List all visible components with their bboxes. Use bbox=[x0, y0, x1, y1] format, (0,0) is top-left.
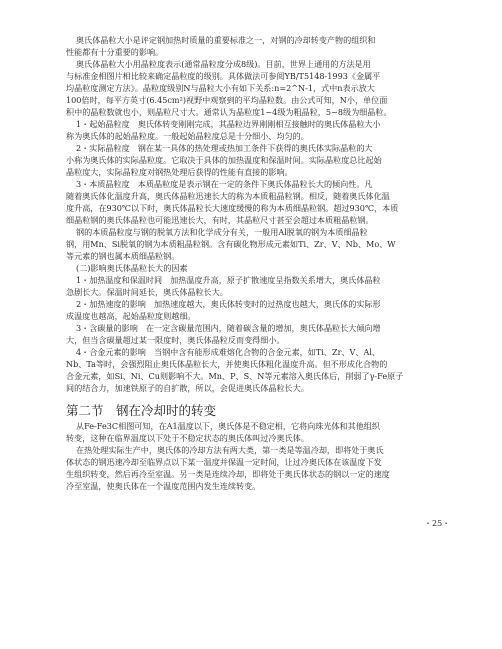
text-line: 合金元素，如Si、Ni、Cu则影响不大。Mn、P、S、N等元素溶入奥氏体后，削弱了γ-Fe原子 bbox=[66, 371, 404, 381]
text-line: 100倍时，每平方英寸(6.45cm²)视野中观察到的平均晶粒数。由公式可知，N小，单位面 bbox=[66, 95, 388, 105]
text-line: Nb、Ta等时，会强烈阻止奥氏体晶粒长大，并使奥氏体粗化温度升高。但不形成化合物的 bbox=[66, 359, 388, 369]
text-line: 转变，这种在临界温度以下处于不稳定状态的奥氏体叫过冷奥氏体。 bbox=[66, 433, 309, 443]
text-line: 2・加热速度的影响 加热速度越大，奥氏体转变时的过热度也越大，奥氏体的实际形 bbox=[76, 299, 381, 309]
text-line: 奥氏体晶粒大小是评定钢加热时质量的重要标准之一，对钢的冷却转变产物的组织和 bbox=[76, 35, 376, 45]
text-line: 晶粒度大，实际晶粒度对钢热处理后获得的性能有直接的影响。 bbox=[66, 167, 293, 177]
text-line: 生组织转变，然后再冷至室温。另一类是连续冷却，即将处于奥氏体状态的钢以一定的速度 bbox=[66, 469, 390, 479]
text-line: 称为奥氏体的起始晶粒度。一般起始晶粒度总是十分细小、均匀的。 bbox=[66, 131, 309, 141]
text-line: 细晶粒钢的奥氏体晶粒也可能迅速长大，有时，其晶粒尺寸甚至会超过本质粗晶粒钢。 bbox=[66, 215, 374, 225]
text-line: 在热处理实际生产中，奥氏体的冷却方法有两大类，第一类是等温冷却，即将处于奥氏 bbox=[76, 445, 384, 455]
text-line: 3・本质晶粒度 本质晶粒度是表示钢在一定的条件下奥氏体晶粒长大的倾向性。凡 bbox=[76, 179, 373, 189]
text-line: 钢，用Mn、Si脱氧的钢为本质粗晶粒钢。含有碳化物形成元素如Ti、Zr、V、Nb、Mo、W bbox=[66, 239, 396, 249]
text-line: 1・起始晶粒度 奥氏体转变刚刚完成，其晶粒边界刚刚相互接触时的奥氏体晶粒大小 bbox=[76, 119, 381, 129]
text-line: 4・合金元素的影响 当钢中含有能形成难熔化合物的合金元素，如Ti、Zr、V、Al、 bbox=[76, 347, 381, 357]
text-line: 均晶粒度测定方法》。晶粒度级别N与晶粒大小有如下关系:n=2^N-1，式中n表示放大 bbox=[66, 83, 375, 93]
text-line: 3・含碳量的影响 在一定含碳量范围内，随着碳含量的增加，奥氏体晶粒长大倾向增 bbox=[76, 323, 381, 333]
page-number: ・25・ bbox=[424, 519, 451, 528]
text-line: 急剧长大。保温时间延长，奥氏体晶粒长大。 bbox=[66, 287, 228, 297]
text-line: 性能都有十分重要的影响。 bbox=[66, 47, 164, 57]
text-line: 体状态的钢迅速冷却至临界点以下某一温度并保温一定时间，让过冷奥氏体在该温度下发 bbox=[66, 457, 382, 467]
text-line: 成温度也越高，起始晶粒度则越细。 bbox=[66, 311, 196, 321]
text-line: 小称为奥氏体的实际晶粒度。它取决于具体的加热温度和保温时间。实际晶粒度总比起始 bbox=[66, 155, 382, 165]
text-line: 间的结合力，加速铁原子的自扩散，所以，会促进奥氏体晶粒长大。 bbox=[66, 383, 309, 393]
text-line: 积中的晶粒数就也小，则晶粒尺寸大。通常认为晶粒度1~4级为粗晶粒，5~8级为细晶粒。 bbox=[66, 107, 392, 117]
text-line: 1・加热温度和保温时间 加热温度升高，原子扩散速度呈指数关系增大，奥氏体晶粒 bbox=[76, 275, 381, 285]
text-line: 奥氏体晶粒大小用晶粒度表示(通常晶粒度分成8级)。目前，世界上通用的方法是用 bbox=[76, 59, 371, 69]
text-line: 2・实际晶粒度 钢在某一具体的热处理或热加工条件下获得的奥氏体实际晶粒的大 bbox=[76, 143, 373, 153]
text-line: 大，但当含碳量超过某一限度时，奥氏体晶粒反而变得细小。 bbox=[66, 335, 285, 345]
text-line: 度升高，在930℃以下时，奥氏体晶粒长大速度缓慢的称为本质细晶粒钢。超过930℃，本质 bbox=[66, 203, 399, 213]
section-heading: 第二节 钢在冷却时的转变 bbox=[66, 403, 217, 418]
text-line: 随着奥氏体化温度升高，奥氏体晶粒迅速长大的称为本质粗晶粒钢。相反，随着奥氏体化温 bbox=[66, 191, 390, 201]
text-line: 从Fe-Fe3C相图可知，在A1温度以下，奥氏体是不稳定相，它将向珠光体和其他组织 bbox=[76, 421, 381, 431]
text-line: 与标准金相图片相比较来确定晶粒度的级别。具体做法可参阅YB/T5148-1993《金属平 bbox=[66, 71, 381, 81]
text-line: 钢的本质晶粒度与钢的脱氧方法和化学成分有关，一般用Al脱氧的钢为本质细晶粒 bbox=[76, 227, 368, 237]
text-line: 等元素的钢也属本质细晶粒钢。 bbox=[66, 251, 180, 261]
text-line: 冷至室温，使奥氏体在一个温度范围内发生连续转变。 bbox=[66, 481, 261, 491]
text-line: (二)影响奥氏体晶粒长大的因素 bbox=[76, 263, 188, 273]
